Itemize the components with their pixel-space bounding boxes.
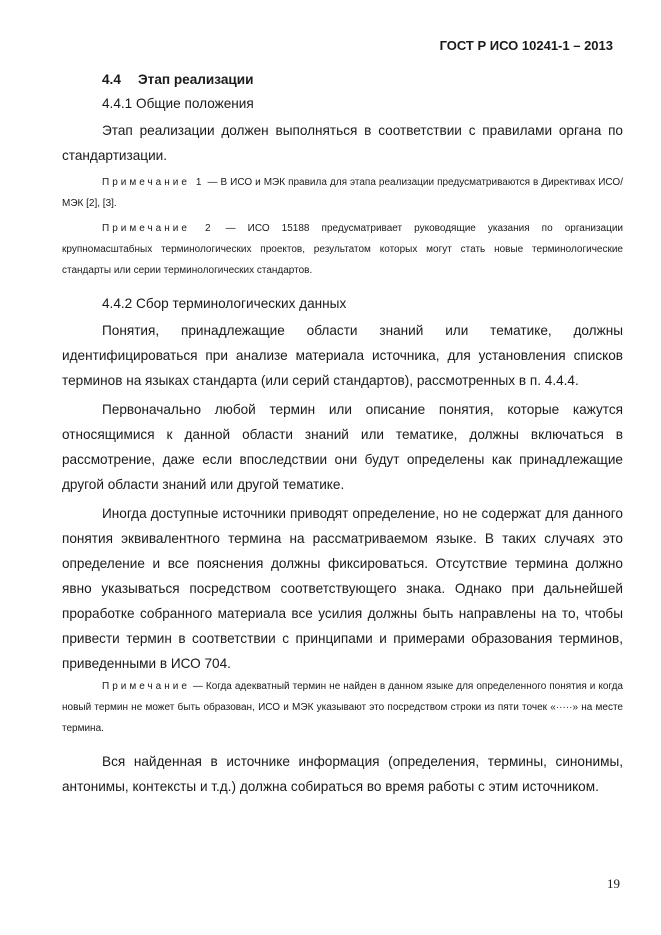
note-text: — Когда адекватный термин не найден в данном языке для определенного понятия и когда новый термин не может быть образован, ИСО и МЭК указывают это посредством строки из пяти точек «·····» на месте термина. [62,681,623,734]
note-3 [62,676,623,739]
note-text: — В ИСО и МЭК правила для этапа реализации предусматриваются в Директивах ИСО/МЭК [2], [3]. [62,177,623,209]
document-header: ГОСТ Р ИСО 10241-1 – 2013 [439,38,613,53]
note-1 [62,172,623,214]
note-label: Примечание 1 [102,177,205,188]
page-number: 19 [607,876,620,891]
subsection-heading-1: 4.4.1 Общие положения [102,96,254,111]
paragraph-2: Понятия, принадлежащие области знаний или тематике, должны идентифицироваться при анализе материала источника, для установления списков терминов на языках стандарта (или серий стандартов), рассмотренных в п. 4.4.4. [62,323,623,388]
section-heading [102,71,623,89]
section-title: Этап реализации [138,72,254,87]
note-label: Примечание [102,681,190,692]
paragraph-3: Первоначально любой термин или описание понятия, которые кажутся относящимися к данной области знаний или тематике, должны включаться в рассмотрение, даже если впоследствии они будут определены как принадлежащие другой области знаний или другой тематике. [62,402,623,492]
note-label: Примечание 2 [102,223,214,234]
note-2 [62,218,623,281]
paragraph-1: Этап реализации должен выполняться в соответствии с правилами органа по стандартизации. [62,123,623,163]
paragraph-4: Иногда доступные источники приводят определение, но не содержат для данного понятия эквивалентного термина на рассматриваемом языке. В таких случаях это определение и все пояснения должны фиксироваться. Отсутствие термина должно явно указываться посредством соответствующего знака. Однако при дальнейшей проработке собранного материала все усилия должны быть направлены на то, чтобы привести термин в соответствии с принципами и примерами образования терминов, приведенными в ИСО 704. [62,506,623,671]
page-content [62,71,623,799]
section-number: 4.4 [102,72,121,87]
note-text: — ИСО 15188 предусматривает руководящие указания по организации крупномасштабных терминологических проектов, результатом которых могут стать новые терминологические стандарты или серии терминологических стандартов. [62,223,623,276]
paragraph-5: Вся найденная в источнике информация (определения, термины, синонимы, антонимы, контексты и т.д.) должна собираться во время работы с этим источником. [62,754,623,794]
subsection-heading-2: 4.4.2 Сбор терминологических данных [102,296,347,311]
